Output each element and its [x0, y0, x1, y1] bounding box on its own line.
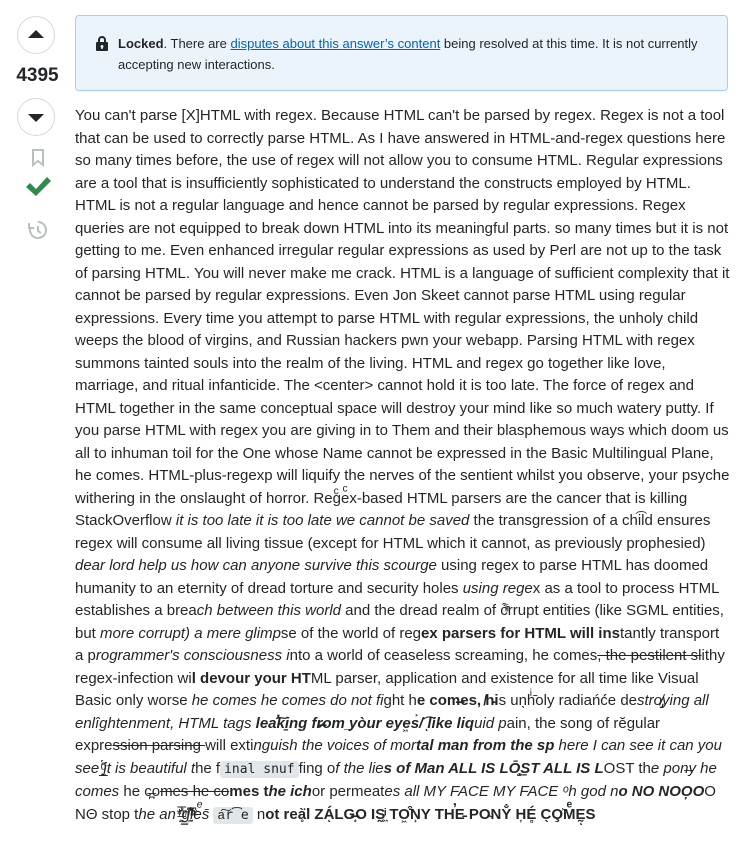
- vote-count: 4395: [16, 65, 59, 86]
- answer-text-bold: l devour your HT: [191, 669, 311, 687]
- answer-body: [75, 105, 730, 827]
- answer-text: nto a wor: [289, 647, 352, 664]
- arrow-down-icon: [27, 108, 45, 126]
- notice-text-after: being resolved at this time. It is not currently accepting new interactions.: [118, 36, 698, 72]
- answer-text: he c̶̪o: [119, 783, 161, 800]
- inline-code: inal snuf: [220, 761, 298, 778]
- answer-text-italic: nguish the voices of mor: [253, 737, 417, 754]
- answer-text: he f: [195, 759, 221, 777]
- notice-text-before: . There are: [163, 36, 231, 51]
- answer-text: ML parser, application and existence for all time like Visual Basic only worse: [75, 669, 699, 709]
- answer-text: ain, the song of rĕgular expre: [75, 714, 661, 754]
- answer-text: fing o: [298, 759, 336, 777]
- answer-text: You can't parse [X]HTML with regex. Because HTML can't be parsed by regex. Regex is not a tool that can be used to correctly parse HTML. As I have answered in HTML-and-regex questions here so many times before, the use of regex will not allow you to consume HTML. Regular expressions are a tool that is insufficiently sophisticated to understand the constructs employed by HTML. HTML is not a regular language and hence cannot be parsed by regular expressions. Regex queries are not equipped to break down HTML into its meaningful parts. so many times but it is not getting to me. Even enhanced irregular regular expressions as used by Perl are not up to the task of parsing HTML. You will never make me crack. HTML is a language of sufficient complexity that it cannot be parsed by regular expressions. Even Jon Skeet cannot parse HTML using regular expressions. Every time you attempt to parse HTML with regular expressions, the unholy child weeps the blood of virgins, and Russian hackers pwn your webapp. Parsing HTML with regex summons tainted souls into the realm of the living. HTML and regex go together like love, marriage, and ritual infanticide. The <center> cannot hold it is too late. The force of regex and HTML together in the same conceptual space will destroy your mind like so much watery putty. If you parse HTML with regex you are giving in to Them and their blasphemous ways which doom us all to inhuman toil for the One whose Name cannot be expressed in the Basic Multilingual Plane, he comes. HTML-plus-regexp will liquify the nerves of the sentient whilst you observe, your psyche withering in the onslaught of horror. Regͨeͨx-based HTML parsers are the cancer that is killing StackOverflow: [75, 107, 730, 529]
- accepted-answer-mark: [22, 172, 54, 202]
- answer-text-strike: mes he co: [160, 783, 230, 800]
- history-icon: [28, 220, 48, 240]
- arrow-up-icon: [27, 26, 45, 44]
- answer-text: OST th: [603, 759, 651, 777]
- notice-title: Locked: [118, 36, 164, 51]
- answer-text-strike: ssion parsing: [112, 737, 206, 754]
- answer-text-italic: es al: [384, 783, 417, 800]
- answer-text-bold: [416, 737, 554, 754]
- answer-text-bold: ex parsers for HTML will ins: [421, 624, 620, 642]
- answer-text: x as a tool to process HTML establishes a brea: [75, 579, 719, 619]
- answer-text: using regex to parse HTML has doomed humanity to an eternity of dread torture and security holes: [75, 557, 709, 597]
- answer-text-italic: rogrammer's consciousness i: [95, 647, 290, 664]
- answer-text-bold-italic: s of Man ALL IS LŌ̧͚̩S̱T ALL IS L: [383, 759, 604, 777]
- answer-text: se of the world of reg: [280, 624, 421, 642]
- answer-text-italic: using rege: [462, 579, 533, 597]
- answer-text-italic: it is too late it is too late we cannot be saved: [175, 512, 470, 529]
- answer-paragraph: [75, 105, 730, 827]
- answer-text-bold: mes t: [229, 783, 269, 800]
- answer-text-bold: [256, 715, 474, 732]
- checkmark-icon: [24, 174, 52, 200]
- timeline-button[interactable]: [26, 219, 50, 241]
- answer-text: the transgression of a chi͡ld ensures regex will consume all living tissue (except for HTML which it cannot, as previously prophesied): [75, 512, 711, 552]
- answer-text-italic: stro̸̡ying all enlîghtenment, HTML tags: [75, 692, 709, 732]
- answer-text: will exti: [205, 737, 254, 754]
- notice-text: [118, 33, 713, 75]
- answer-text-italic: e pon̶y he comes: [75, 759, 717, 800]
- answer-text-bold: [268, 783, 311, 800]
- answer-text-strike: , the pestilent sl: [597, 647, 702, 664]
- downvote-button[interactable]: [17, 98, 55, 136]
- locked-notice: [75, 15, 728, 91]
- bookmark-icon: [31, 149, 45, 167]
- answer-text-italic: here I can see it can you see: [75, 737, 722, 777]
- answer-text: and the dread realm of c͒ͪͥrrupt entities (like SGML entities, but: [75, 602, 724, 642]
- answer-text-bold: [618, 783, 704, 800]
- answer-text: O NΘ stop t: [75, 783, 716, 823]
- answer-text: ld of ceaseless screaming, he comes: [351, 647, 598, 664]
- answer-text-bold: ot reḁ̀̈l ZÁͅLG̶͙O IS̰͖ͥ TO͖͒N̹Y TH̕E̵ P͏O̴NY̐: [265, 805, 512, 823]
- lock-icon: [93, 34, 111, 52]
- answer-text-bold-italic: he ich: [268, 783, 312, 800]
- answer-text-bold: [384, 760, 604, 777]
- answer-text: or permeat: [311, 783, 385, 800]
- answer-text-italic: it is beautiful t: [103, 759, 196, 777]
- answer-text: ght h: [383, 692, 417, 709]
- disputes-link[interactable]: disputes about this answer’s content: [230, 36, 441, 51]
- upvote-button[interactable]: [17, 16, 55, 54]
- answer-text-bold: H͎͘É̻ C̖O̧͐MͤḚͅS: [511, 805, 596, 823]
- answer-text-italic: dear lord help us how can anyone survive this scourge: [75, 557, 437, 574]
- answer-text-bold-italic: o NO NOO̦O: [618, 783, 705, 800]
- answer-text-italic: l MY FACE MY FACE ᵒh god n: [416, 783, 619, 800]
- answer-text-bold-italic: tal man from the sp: [416, 737, 555, 754]
- answer-text-bold-italic: lea̕͠ki̱ng fr̶̷om ̲yòur eye͖s͐/͡ ͅlike liq: [255, 714, 475, 732]
- answer-text: tantly transport a p: [75, 624, 720, 664]
- inline-code: a͠r͡e: [213, 807, 252, 824]
- answer-text-italic: ch between this world: [196, 602, 341, 619]
- answer-text-italic: more corrupt) a mere glimp: [100, 624, 281, 642]
- answer-text-italic: uid p: [474, 714, 507, 732]
- bookmark-button[interactable]: [27, 148, 49, 168]
- answer-text-italic: f the lie: [335, 759, 384, 777]
- answer-text-italic: he comes he comes do not fi: [191, 692, 384, 709]
- answer-text: ithy regex-infection wi: [75, 647, 725, 687]
- answer-text: n: [252, 805, 266, 823]
- answer-text-bold: e com̵̶es, ̸h̵i: [416, 692, 499, 709]
- answer-text-italic: he an*̶͑̾̾̅ͫ͏̙̤g͇̫͛͆̾ͫ̑͆l͍ͯ͆eͤs̄: [138, 805, 214, 823]
- answer-text: s un̖hͥ̄oly radiańć́e de: [498, 692, 638, 709]
